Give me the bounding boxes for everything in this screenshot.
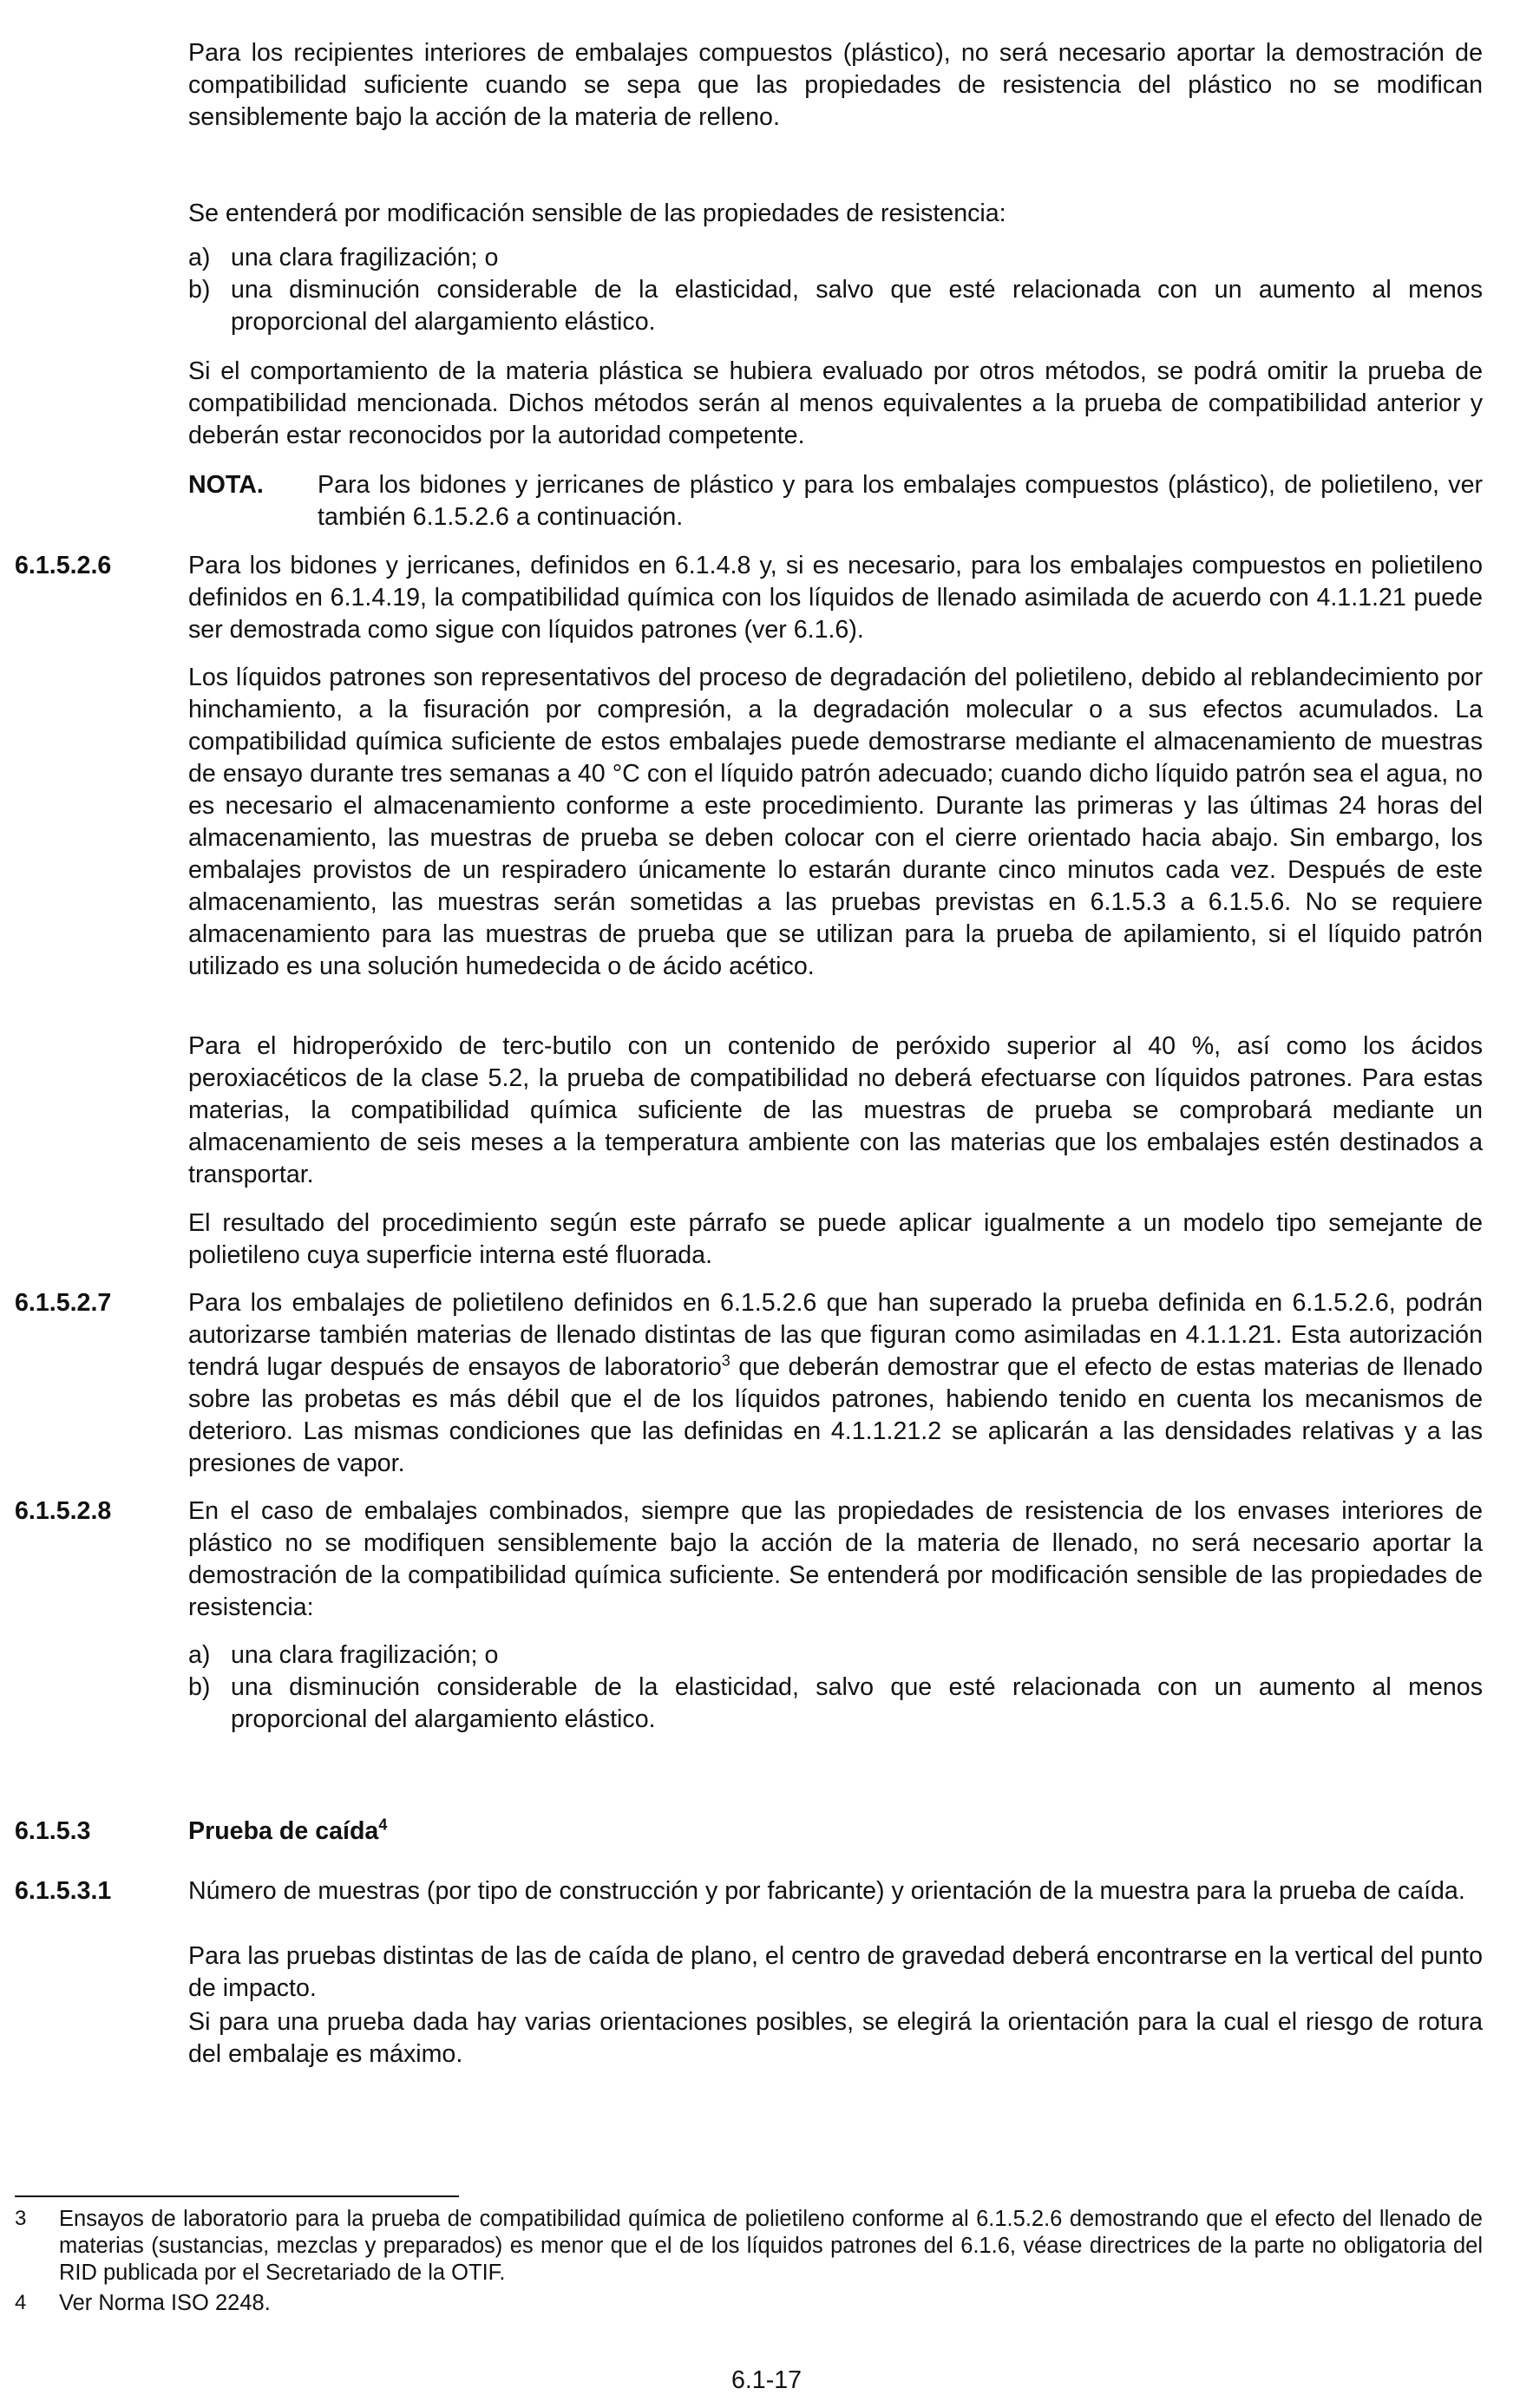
paragraph-sensible-modification: Se entenderá por modificación sensible de las propiedades de resistencia: <box>188 200 1006 227</box>
list-item-text: una disminución considerable de la elasticidad, salvo que esté relacionada con un aumento al menos proporcional del alargamiento elástico. <box>231 1673 1483 1733</box>
section-61526-paragraph-4: El resultado del procedimiento según este párrafo se puede aplicar igualmente a un modelo tipo semejante de polietileno cuya superficie interna esté fluorada. <box>188 1209 1483 1269</box>
section-61531-paragraph-1: Número de muestras (por tipo de construcción y por fabricante) y orientación de la muestra para la prueba de caída. <box>188 1877 1465 1905</box>
section-heading: Prueba de caída$^4$ <box>188 1816 388 1845</box>
footnote-text: Ensayos de laboratorio para la prueba de compatibilidad química de polietileno conforme al 6.1.5.2.6 demostrando que el efecto del llenado de materias (sustancias, mezclas y preparados) es menor que el de los líquidos patrones del 6.1.6, véase directrices de la parte no obligatoria del RID publicada por el Secretariado de la OTIF. <box>59 2207 1483 2285</box>
section-number: 6.1.5.2.8 <box>15 1497 112 1525</box>
list-item-label: a) <box>188 244 211 272</box>
paragraph-other-methods: Si el comportamiento de la materia plástica se hubiera evaluado por otros métodos, se podrá omitir la prueba de compatibilidad mencionada. Dichos métodos serán al menos equivalentes a la prueba de compatibilidad anterior y deberán estar reconocidos por la autoridad competente. <box>188 357 1483 449</box>
section-number: 6.1.5.3 <box>15 1817 91 1845</box>
footnote-text: Ver Norma ISO 2248. <box>59 2291 271 2315</box>
footnote-divider <box>15 2195 459 2197</box>
footnote-number: 4 <box>15 2291 27 2314</box>
list-item-text: una clara fragilización; o <box>231 244 499 272</box>
footnote-reference[interactable]: 4 <box>378 1816 388 1834</box>
list-item-text: una disminución considerable de la elasticidad, salvo que esté relacionada con un aumento al menos proporcional del alargamiento elástico. <box>231 276 1483 336</box>
paragraph-composite-packaging: Para los recipientes interiores de embalajes compuestos (plástico), no será necesario aportar la demostración de compatibilidad suficiente cuando se sepa que las propiedades de resistencia del plástico no se modifican sensiblemente bajo la acción de la materia de relleno. <box>188 39 1483 131</box>
page-number: 6.1-17 <box>730 2366 803 2394</box>
list-item-label: b) <box>188 1673 211 1701</box>
section-61526-paragraph-2: Los líquidos patrones son representativos del proceso de degradación del polietileno, debido al reblandecimiento por hinchamiento, a la fisuración por compresión, a la degradación molecular o a sus efectos acumulados. La compatibilidad química suficiente de estos embalajes puede demostrarse mediante el almacenamiento de muestras de ensayo durante tres semanas a 40 °C con el líquido patrón adecuado; cuando dicho líquido patrón sea el agua, no es necesario el almacenamiento conforme a este procedimiento. Durante las primeras y las últimas 24 horas del almacenamiento, las muestras de prueba se deben colocar con el cierre orientado hacia abajo. Sin embargo, los embalajes provistos de un respiradero únicamente lo estarán durante cinco minutos cada vez. Después de este almacenamiento, las muestras serán sometidas a las pruebas previstas en 6.1.5.3 a 6.1.5.6. No se requiere almacenamiento para las muestras de prueba que se utilizan para la prueba de apilamiento, si el líquido patrón utilizado es una solución humedecida o de ácido acético. <box>188 664 1483 980</box>
section-number: 6.1.5.2.6 <box>15 552 112 579</box>
section-61527-paragraph: Para los embalajes de polietileno definidos en 6.1.5.2.6 que han superado la prueba definida en 6.1.5.2.6, podrán autorizarse también materias de llenado distintas de las que figuran como asimiladas en 4.1.1.21. Esta autorización tendrá lugar después de ensayos de laboratorio$^3$ que deberán demostrar que el efecto de estas materias de llenado sobre las probetas es más débil que el de los líquidos patrones, habiendo tenido en cuenta los mecanismos de deterioro. Las mismas condiciones que las definidas en 4.1.1.21.2 se aplicarán a las densidades relativas y a las presiones de vapor. <box>188 1289 1483 1477</box>
list-item-label: b) <box>188 276 211 304</box>
list-item-text: una clara fragilización; o <box>231 1641 499 1669</box>
note-label: NOTA. <box>188 471 264 499</box>
section-61526-paragraph-1: Para los bidones y jerricanes, definidos en 6.1.4.8 y, si es necesario, para los embalajes compuestos en polietileno definidos en 6.1.4.19, la compatibilidad química con los líquidos de llenado asimilada de acuerdo con 4.1.1.21 puede ser demostrada como sigue con líquidos patrones (ver 6.1.6). <box>188 552 1483 644</box>
section-61528-paragraph: En el caso de embalajes combinados, siempre que las propiedades de resistencia de los envases interiores de plástico no se modifiquen sensiblemente bajo la acción de la materia de llenado, no será necesario aportar la demostración de la compatibilidad química suficiente. Se entenderá por modificación sensible de las propiedades de resistencia: <box>188 1497 1483 1621</box>
section-61526-paragraph-3: Para el hidroperóxido de terc-butilo con un contenido de peróxido superior al 40 %, así como los ácidos peroxiacéticos de la clase 5.2, la prueba de compatibilidad no deberá efectuarse con líquidos patrones. Para estas materias, la compatibilidad química suficiente de las muestras de prueba se comprobará mediante un almacenamiento de seis meses a la temperatura ambiente con las materias que los embalajes estén destinados a transportar. <box>188 1032 1483 1188</box>
footnote-number: 3 <box>15 2207 27 2230</box>
footnote-reference[interactable]: 3 <box>721 1351 730 1370</box>
section-61531-paragraph-3: Si para una prueba dada hay varias orientaciones posibles, se elegirá la orientación para la cual el riesgo de rotura del embalaje es máximo. <box>188 2008 1483 2068</box>
section-61531-paragraph-2: Para las pruebas distintas de las de caída de plano, el centro de gravedad deberá encontrarse en la vertical del punto de impacto. <box>188 1942 1483 2002</box>
list-item-label: a) <box>188 1641 211 1669</box>
section-number: 6.1.5.3.1 <box>15 1877 112 1905</box>
section-number: 6.1.5.2.7 <box>15 1289 112 1317</box>
note-text: Para los bidones y jerricanes de plástico y para los embalajes compuestos (plástico), de polietileno, ver también 6.1.5.2.6 a continuación. <box>318 471 1483 531</box>
